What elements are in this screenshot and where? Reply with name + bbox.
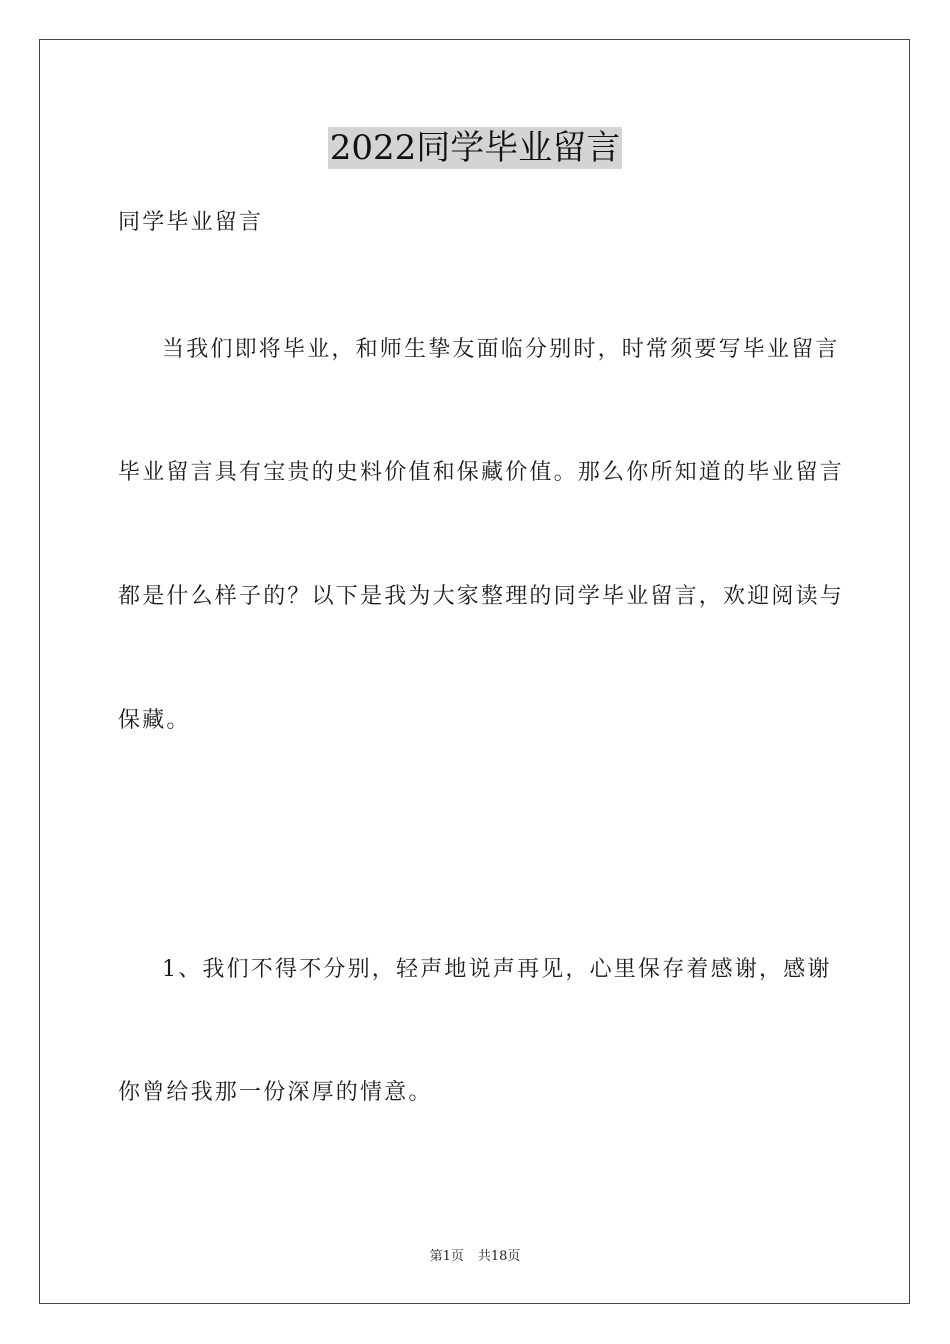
current-page-label: 第1页 bbox=[429, 1249, 464, 1264]
page-footer bbox=[0, 1248, 950, 1266]
paragraph-line: 1、我们不得不分别，轻声地说声再见，心里保存着感谢，感谢 bbox=[162, 957, 832, 982]
paragraph-line: 保藏。 bbox=[118, 708, 191, 733]
paragraph-line: 当我们即将毕业，和师生挚友面临分别时，时常须要写毕业留言 bbox=[162, 337, 840, 362]
paragraph-line: 毕业留言具有宝贵的史料价值和保藏价值。那么你所知道的毕业留言 bbox=[118, 460, 845, 485]
document-title: 2022同学毕业留言 bbox=[329, 128, 621, 168]
title-container bbox=[0, 127, 950, 169]
total-pages-label: 共18页 bbox=[477, 1249, 521, 1264]
document-subtitle: 同学毕业留言 bbox=[118, 210, 264, 235]
paragraph-line: 都是什么样子的？以下是我为大家整理的同学毕业留言，欢迎阅读与 bbox=[118, 584, 845, 609]
paragraph-line: 你曾给我那一份深厚的情意。 bbox=[118, 1080, 433, 1105]
